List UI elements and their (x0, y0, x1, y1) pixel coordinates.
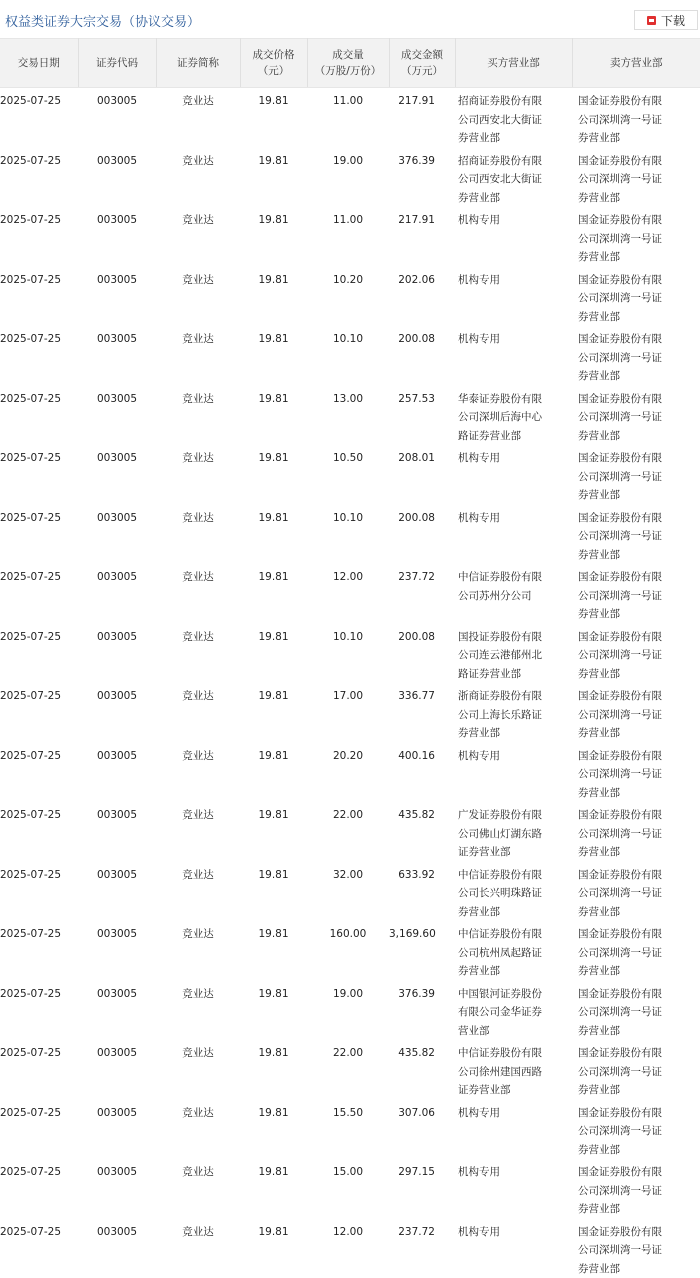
cell-buyer-text: 机构专用 (458, 747, 546, 766)
cell-buyer (455, 921, 572, 981)
block-trade-table (0, 38, 700, 1278)
cell-price: 19.81 (240, 1219, 307, 1278)
cell-buyer (455, 743, 572, 803)
cell-volume: 22.00 (307, 802, 389, 862)
cell-volume: 17.00 (307, 683, 389, 743)
col-header-name: 证券简称 (156, 39, 240, 88)
cell-date: 2025-07-25 (0, 207, 78, 267)
cell-name: 竞业达 (156, 862, 240, 922)
cell-buyer (455, 564, 572, 624)
table-row (0, 267, 700, 327)
cell-seller (572, 267, 700, 327)
cell-seller-text: 国金证券股份有限公司深圳湾一号证券营业部 (578, 985, 666, 1041)
cell-name: 竞业达 (156, 981, 240, 1041)
table-row (0, 624, 700, 684)
cell-buyer-text: 机构专用 (458, 1163, 546, 1182)
cell-name: 竞业达 (156, 624, 240, 684)
cell-seller-text: 国金证券股份有限公司深圳湾一号证券营业部 (578, 152, 666, 208)
cell-amount: 3,169.60 (389, 921, 455, 981)
page-header (0, 0, 700, 38)
cell-code: 003005 (78, 743, 156, 803)
cell-name: 竞业达 (156, 1100, 240, 1160)
cell-price: 19.81 (240, 802, 307, 862)
cell-seller (572, 1159, 700, 1219)
col-header-price-line1: 成交价格 (253, 49, 295, 61)
cell-price: 19.81 (240, 683, 307, 743)
cell-code: 003005 (78, 1219, 156, 1278)
cell-date: 2025-07-25 (0, 386, 78, 446)
cell-buyer (455, 683, 572, 743)
cell-buyer (455, 802, 572, 862)
cell-seller-text: 国金证券股份有限公司深圳湾一号证券营业部 (578, 330, 666, 386)
col-header-price-line2: （元） (258, 65, 290, 77)
cell-name: 竞业达 (156, 1040, 240, 1100)
cell-buyer (455, 624, 572, 684)
cell-seller (572, 981, 700, 1041)
cell-buyer-text: 浙商证券股份有限公司上海长乐路证券营业部 (458, 687, 546, 743)
cell-price: 19.81 (240, 267, 307, 327)
cell-seller (572, 743, 700, 803)
cell-seller (572, 564, 700, 624)
cell-seller (572, 683, 700, 743)
cell-volume: 10.20 (307, 267, 389, 327)
cell-amount: 400.16 (389, 743, 455, 803)
cell-seller-text: 国金证券股份有限公司深圳湾一号证券营业部 (578, 628, 666, 684)
cell-seller (572, 1040, 700, 1100)
table-row (0, 564, 700, 624)
cell-buyer (455, 981, 572, 1041)
cell-date: 2025-07-25 (0, 326, 78, 386)
cell-seller-text: 国金证券股份有限公司深圳湾一号证券营业部 (578, 687, 666, 743)
col-header-amount-line2: （万元） (401, 65, 443, 77)
cell-price: 19.81 (240, 505, 307, 565)
table-row (0, 326, 700, 386)
cell-amount: 435.82 (389, 802, 455, 862)
cell-volume: 20.20 (307, 743, 389, 803)
cell-seller-text: 国金证券股份有限公司深圳湾一号证券营业部 (578, 568, 666, 624)
cell-seller (572, 445, 700, 505)
cell-buyer (455, 1159, 572, 1219)
cell-amount: 237.72 (389, 564, 455, 624)
cell-seller-text: 国金证券股份有限公司深圳湾一号证券营业部 (578, 866, 666, 922)
cell-name: 竞业达 (156, 743, 240, 803)
cell-seller (572, 1219, 700, 1278)
cell-price: 19.81 (240, 88, 307, 148)
cell-date: 2025-07-25 (0, 445, 78, 505)
cell-price: 19.81 (240, 624, 307, 684)
cell-buyer (455, 148, 572, 208)
table-row (0, 1100, 700, 1160)
col-header-amount-line1: 成交金额 (401, 49, 443, 61)
cell-volume: 10.10 (307, 624, 389, 684)
cell-buyer-text: 招商证券股份有限公司西安北大街证券营业部 (458, 92, 546, 148)
cell-code: 003005 (78, 802, 156, 862)
cell-buyer (455, 88, 572, 148)
table-header-row (0, 39, 700, 88)
cell-buyer-text: 中信证券股份有限公司长兴明珠路证券营业部 (458, 866, 546, 922)
cell-code: 003005 (78, 1040, 156, 1100)
cell-amount: 435.82 (389, 1040, 455, 1100)
cell-buyer (455, 326, 572, 386)
cell-seller-text: 国金证券股份有限公司深圳湾一号证券营业部 (578, 747, 666, 803)
cell-price: 19.81 (240, 326, 307, 386)
cell-buyer (455, 386, 572, 446)
cell-name: 竞业达 (156, 1219, 240, 1278)
table-row (0, 505, 700, 565)
cell-buyer-text: 广发证券股份有限公司佛山灯湖东路证券营业部 (458, 806, 546, 862)
cell-seller (572, 148, 700, 208)
download-button[interactable] (634, 10, 698, 30)
cell-amount: 257.53 (389, 386, 455, 446)
cell-buyer-text: 机构专用 (458, 211, 546, 230)
table-row (0, 1219, 700, 1278)
cell-name: 竞业达 (156, 564, 240, 624)
cell-amount: 200.08 (389, 624, 455, 684)
cell-date: 2025-07-25 (0, 743, 78, 803)
cell-code: 003005 (78, 683, 156, 743)
cell-seller (572, 88, 700, 148)
cell-volume: 13.00 (307, 386, 389, 446)
cell-date: 2025-07-25 (0, 624, 78, 684)
cell-seller-text: 国金证券股份有限公司深圳湾一号证券营业部 (578, 1044, 666, 1100)
cell-buyer (455, 862, 572, 922)
cell-name: 竞业达 (156, 207, 240, 267)
cell-seller (572, 505, 700, 565)
cell-name: 竞业达 (156, 148, 240, 208)
col-header-buyer: 买方营业部 (455, 39, 572, 88)
cell-seller-text: 国金证券股份有限公司深圳湾一号证券营业部 (578, 271, 666, 327)
cell-buyer-text: 机构专用 (458, 1104, 546, 1123)
cell-date: 2025-07-25 (0, 1100, 78, 1160)
table-row (0, 743, 700, 803)
table-row (0, 981, 700, 1041)
table-row (0, 207, 700, 267)
col-header-volume-line1: 成交量 (332, 49, 364, 61)
cell-date: 2025-07-25 (0, 505, 78, 565)
cell-seller (572, 207, 700, 267)
cell-seller (572, 386, 700, 446)
cell-volume: 11.00 (307, 207, 389, 267)
table-row (0, 148, 700, 208)
cell-seller-text: 国金证券股份有限公司深圳湾一号证券营业部 (578, 1163, 666, 1219)
cell-buyer-text: 招商证券股份有限公司西安北大街证券营业部 (458, 152, 546, 208)
col-header-price (240, 39, 307, 88)
col-header-seller: 卖方营业部 (572, 39, 700, 88)
cell-amount: 297.15 (389, 1159, 455, 1219)
cell-buyer-text: 中信证券股份有限公司苏州分公司 (458, 568, 546, 605)
cell-volume: 19.00 (307, 981, 389, 1041)
cell-name: 竞业达 (156, 683, 240, 743)
cell-price: 19.81 (240, 148, 307, 208)
table-row (0, 921, 700, 981)
cell-code: 003005 (78, 505, 156, 565)
cell-amount: 208.01 (389, 445, 455, 505)
cell-name: 竞业达 (156, 88, 240, 148)
cell-price: 19.81 (240, 564, 307, 624)
cell-volume: 15.00 (307, 1159, 389, 1219)
cell-buyer (455, 267, 572, 327)
cell-code: 003005 (78, 862, 156, 922)
cell-date: 2025-07-25 (0, 1040, 78, 1100)
cell-date: 2025-07-25 (0, 1159, 78, 1219)
cell-date: 2025-07-25 (0, 148, 78, 208)
cell-price: 19.81 (240, 1159, 307, 1219)
page-title: 权益类证券大宗交易（协议交易） (5, 11, 200, 30)
cell-seller-text: 国金证券股份有限公司深圳湾一号证券营业部 (578, 449, 666, 505)
cell-seller-text: 国金证券股份有限公司深圳湾一号证券营业部 (578, 1223, 666, 1278)
cell-buyer (455, 1100, 572, 1160)
cell-buyer (455, 1040, 572, 1100)
cell-buyer-text: 中国银河证券股份有限公司金华证券营业部 (458, 985, 546, 1041)
cell-volume: 10.10 (307, 505, 389, 565)
cell-code: 003005 (78, 148, 156, 208)
col-header-amount (389, 39, 455, 88)
cell-volume: 11.00 (307, 88, 389, 148)
download-label: 下载 (661, 12, 685, 29)
cell-date: 2025-07-25 (0, 88, 78, 148)
cell-price: 19.81 (240, 207, 307, 267)
cell-price: 19.81 (240, 1100, 307, 1160)
cell-volume: 160.00 (307, 921, 389, 981)
cell-seller-text: 国金证券股份有限公司深圳湾一号证券营业部 (578, 92, 666, 148)
cell-buyer-text: 机构专用 (458, 1223, 546, 1242)
cell-buyer-text: 机构专用 (458, 509, 546, 528)
table-row (0, 862, 700, 922)
cell-name: 竞业达 (156, 1159, 240, 1219)
cell-name: 竞业达 (156, 921, 240, 981)
cell-buyer-text: 国投证券股份有限公司连云港郁州北路证券营业部 (458, 628, 546, 684)
cell-date: 2025-07-25 (0, 683, 78, 743)
cell-buyer-text: 机构专用 (458, 271, 546, 290)
cell-volume: 22.00 (307, 1040, 389, 1100)
cell-code: 003005 (78, 267, 156, 327)
cell-seller (572, 802, 700, 862)
cell-seller-text: 国金证券股份有限公司深圳湾一号证券营业部 (578, 390, 666, 446)
col-header-code: 证券代码 (78, 39, 156, 88)
cell-price: 19.81 (240, 1040, 307, 1100)
cell-code: 003005 (78, 564, 156, 624)
cell-price: 19.81 (240, 981, 307, 1041)
cell-code: 003005 (78, 981, 156, 1041)
cell-buyer-text: 华泰证券股份有限公司深圳后海中心路证券营业部 (458, 390, 546, 446)
cell-seller (572, 1100, 700, 1160)
cell-volume: 15.50 (307, 1100, 389, 1160)
cell-code: 003005 (78, 921, 156, 981)
cell-volume: 10.10 (307, 326, 389, 386)
cell-amount: 202.06 (389, 267, 455, 327)
col-header-date: 交易日期 (0, 39, 78, 88)
cell-buyer (455, 1219, 572, 1278)
table-row (0, 445, 700, 505)
cell-date: 2025-07-25 (0, 1219, 78, 1278)
cell-seller-text: 国金证券股份有限公司深圳湾一号证券营业部 (578, 806, 666, 862)
cell-code: 003005 (78, 624, 156, 684)
cell-buyer-text: 机构专用 (458, 449, 546, 468)
cell-name: 竞业达 (156, 326, 240, 386)
cell-seller-text: 国金证券股份有限公司深圳湾一号证券营业部 (578, 509, 666, 565)
cell-date: 2025-07-25 (0, 862, 78, 922)
cell-name: 竞业达 (156, 267, 240, 327)
cell-seller (572, 921, 700, 981)
cell-volume: 10.50 (307, 445, 389, 505)
cell-price: 19.81 (240, 445, 307, 505)
cell-date: 2025-07-25 (0, 802, 78, 862)
cell-amount: 376.39 (389, 981, 455, 1041)
cell-code: 003005 (78, 386, 156, 446)
cell-buyer (455, 207, 572, 267)
cell-code: 003005 (78, 1100, 156, 1160)
cell-price: 19.81 (240, 386, 307, 446)
table-row (0, 1159, 700, 1219)
cell-seller-text: 国金证券股份有限公司深圳湾一号证券营业部 (578, 925, 666, 981)
cell-date: 2025-07-25 (0, 267, 78, 327)
cell-amount: 307.06 (389, 1100, 455, 1160)
cell-amount: 237.72 (389, 1219, 455, 1278)
table-row (0, 386, 700, 446)
cell-code: 003005 (78, 1159, 156, 1219)
cell-amount: 633.92 (389, 862, 455, 922)
cell-buyer-text: 中信证券股份有限公司杭州凤起路证券营业部 (458, 925, 546, 981)
col-header-volume-line2: （万股/万份） (315, 65, 382, 77)
cell-seller (572, 862, 700, 922)
cell-name: 竞业达 (156, 445, 240, 505)
cell-date: 2025-07-25 (0, 564, 78, 624)
cell-date: 2025-07-25 (0, 981, 78, 1041)
cell-seller (572, 326, 700, 386)
table-row (0, 1040, 700, 1100)
col-header-volume (307, 39, 389, 88)
cell-name: 竞业达 (156, 505, 240, 565)
cell-buyer (455, 505, 572, 565)
cell-code: 003005 (78, 326, 156, 386)
cell-amount: 217.91 (389, 88, 455, 148)
cell-code: 003005 (78, 207, 156, 267)
cell-buyer (455, 445, 572, 505)
cell-amount: 336.77 (389, 683, 455, 743)
cell-volume: 19.00 (307, 148, 389, 208)
cell-price: 19.81 (240, 862, 307, 922)
cell-buyer-text: 机构专用 (458, 330, 546, 349)
table-row (0, 683, 700, 743)
table-row (0, 88, 700, 148)
cell-buyer-text: 中信证券股份有限公司徐州建国西路证券营业部 (458, 1044, 546, 1100)
cell-volume: 12.00 (307, 1219, 389, 1278)
pdf-download-icon (647, 16, 656, 25)
cell-name: 竞业达 (156, 386, 240, 446)
cell-seller (572, 624, 700, 684)
cell-code: 003005 (78, 445, 156, 505)
cell-volume: 32.00 (307, 862, 389, 922)
cell-amount: 200.08 (389, 505, 455, 565)
cell-code: 003005 (78, 88, 156, 148)
cell-price: 19.81 (240, 743, 307, 803)
cell-price: 19.81 (240, 921, 307, 981)
cell-volume: 12.00 (307, 564, 389, 624)
cell-amount: 200.08 (389, 326, 455, 386)
cell-amount: 217.91 (389, 207, 455, 267)
cell-seller-text: 国金证券股份有限公司深圳湾一号证券营业部 (578, 1104, 666, 1160)
table-row (0, 802, 700, 862)
cell-date: 2025-07-25 (0, 921, 78, 981)
cell-seller-text: 国金证券股份有限公司深圳湾一号证券营业部 (578, 211, 666, 267)
cell-name: 竞业达 (156, 802, 240, 862)
cell-amount: 376.39 (389, 148, 455, 208)
